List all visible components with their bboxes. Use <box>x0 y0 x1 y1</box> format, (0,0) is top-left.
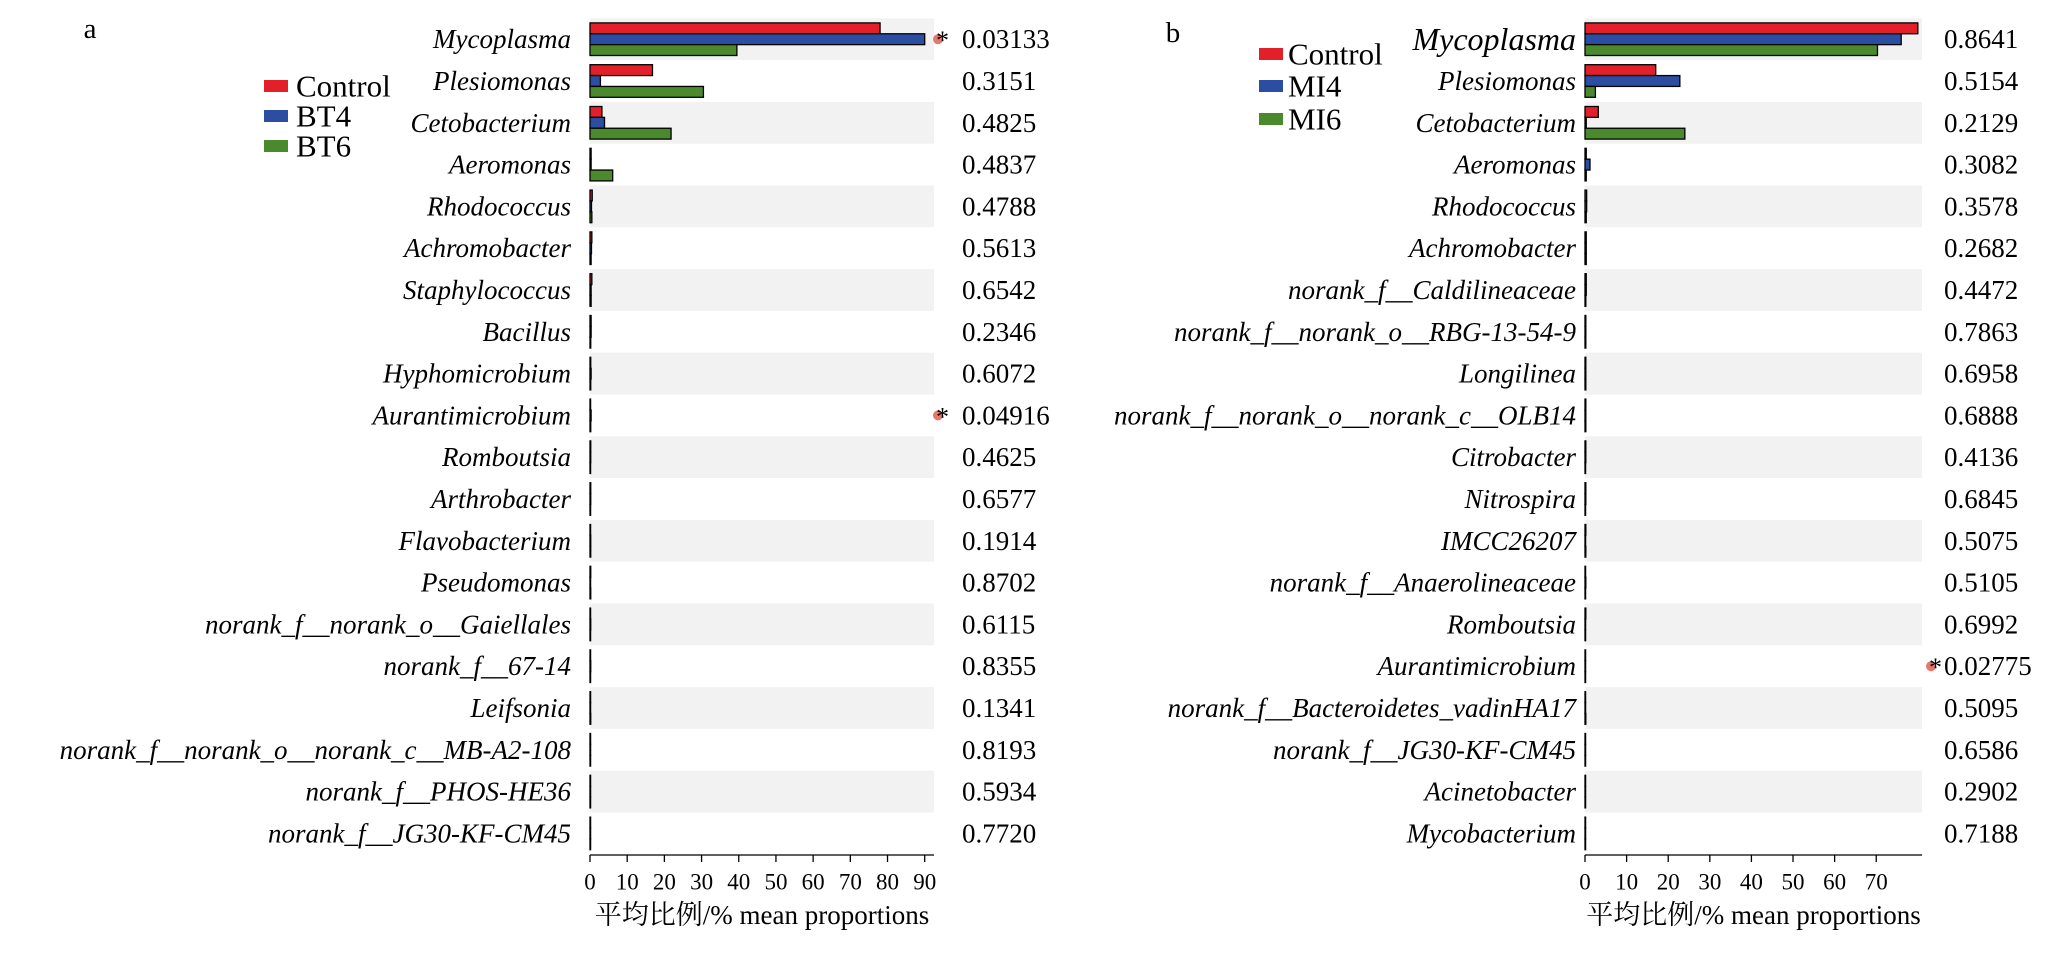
bar-mi6-imcc26207 <box>1585 546 1586 557</box>
bar-mi4-norank-f-jg30-kf-cm45 <box>1585 744 1586 755</box>
category-label-rhodococcus: Rhodococcus <box>427 191 571 222</box>
category-label-longilinea: Longilinea <box>1458 358 1576 389</box>
category-label-mycoplasma: Mycoplasma <box>1412 21 1576 58</box>
row-band <box>1585 604 1922 646</box>
p-value-longilinea: 0.6958 <box>1944 358 2019 389</box>
bar-mi6-achromobacter <box>1585 254 1586 265</box>
bar-control-pseudomonas <box>590 566 591 577</box>
x-tick-label: 20 <box>652 869 676 895</box>
category-label-norank-f-norank-o-norank-c-mb-a2-108: norank_f__norank_o__norank_c__MB-A2-108 <box>59 734 571 765</box>
p-value-arthrobacter: 0.6577 <box>962 484 1037 514</box>
x-tick-label: 10 <box>1615 869 1639 895</box>
bar-bt4-norank-f-norank-o-norank-c-mb-a2-108 <box>590 744 591 755</box>
row-band <box>590 269 934 311</box>
p-value-norank-f-jg30-kf-cm45: 0.6586 <box>1944 734 2019 765</box>
x-tick-label: 70 <box>838 869 862 895</box>
category-label-plesiomonas: Plesiomonas <box>433 66 571 96</box>
bar-control-romboutsia <box>590 441 591 452</box>
bar-mi4-norank-f-norank-o-norank-c-olb14 <box>1585 410 1586 421</box>
legend-label-mi4: MI4 <box>1288 68 1342 104</box>
bar-mi4-plesiomonas <box>1585 76 1680 87</box>
p-value-norank-f-norank-o-gaiellales: 0.6115 <box>962 609 1036 640</box>
row-band <box>590 520 934 562</box>
p-value-norank-f-bacteroidetes-vadinha17: 0.5095 <box>1944 693 2019 723</box>
category-label-achromobacter: Achromobacter <box>404 233 571 264</box>
significance-marker-aurantimicrobium: * <box>936 402 949 432</box>
row-band <box>590 186 934 228</box>
p-value-romboutsia: 0.6992 <box>1944 609 2019 640</box>
p-value-norank-f-norank-o-rbg-13-54-9: 0.7863 <box>1944 316 2019 347</box>
x-tick-label: 0 <box>1579 869 1591 895</box>
row-band <box>1585 269 1922 311</box>
category-label-staphylococcus: Staphylococcus <box>403 275 571 305</box>
category-label-achromobacter: Achromobacter <box>1409 233 1576 264</box>
bar-mi4-acinetobacter <box>1585 786 1586 797</box>
row-band <box>590 771 934 813</box>
p-value-aurantimicrobium: 0.02775 <box>1944 651 2032 682</box>
bar-control-norank-f-norank-o-norank-c-olb14 <box>1585 399 1586 410</box>
category-label-mycobacterium: Mycobacterium <box>1406 818 1576 849</box>
bar-mi4-norank-f-caldilineaceae <box>1585 285 1586 296</box>
category-label-norank-f-jg30-kf-cm45: norank_f__JG30-KF-CM45 <box>268 818 571 849</box>
category-label-norank-f-caldilineaceae: norank_f__Caldilineaceae <box>1288 275 1576 305</box>
bar-mi6-aeromonas <box>1585 170 1586 181</box>
legend-label-bt6: BT6 <box>296 128 352 164</box>
bar-mi4-longilinea <box>1585 368 1586 379</box>
bar-bt6-rhodococcus <box>590 212 592 223</box>
bar-mi4-norank-f-norank-o-rbg-13-54-9 <box>1585 326 1586 337</box>
p-value-norank-f-norank-o-norank-c-olb14: 0.6888 <box>1944 400 2019 431</box>
bar-bt6-norank-f-67-14 <box>590 672 591 683</box>
bar-control-flavobacterium <box>590 524 591 535</box>
bar-bt4-plesiomonas <box>590 76 600 87</box>
category-label-nitrospira: Nitrospira <box>1464 484 1576 514</box>
p-value-bacillus: 0.2346 <box>962 316 1037 347</box>
bar-mi4-rhodococcus <box>1585 201 1587 212</box>
bar-bt6-romboutsia <box>590 463 591 474</box>
p-value-acinetobacter: 0.2902 <box>1944 776 2019 807</box>
p-value-norank-f-norank-o-norank-c-mb-a2-108: 0.8193 <box>962 734 1037 765</box>
legend <box>1259 37 1383 137</box>
bar-mi6-norank-f-norank-o-rbg-13-54-9 <box>1585 337 1586 348</box>
bar-bt6-arthrobacter <box>590 504 591 515</box>
bar-bt4-achromobacter <box>590 243 591 254</box>
bar-mi6-aurantimicrobium <box>1585 672 1586 683</box>
bar-control-mycobacterium <box>1585 817 1586 828</box>
x-tick-label: 80 <box>876 869 900 895</box>
p-value-plesiomonas: 0.3151 <box>962 66 1037 96</box>
bar-control-rhodococcus <box>1585 190 1587 201</box>
category-label-aeromonas: Aeromonas <box>1454 149 1576 180</box>
legend-label-bt4: BT4 <box>296 98 352 134</box>
bar-control-aurantimicrobium <box>590 399 591 410</box>
row-band <box>590 604 934 646</box>
bar-bt4-romboutsia <box>590 452 591 463</box>
row-band <box>1585 353 1922 395</box>
bar-control-achromobacter <box>1585 232 1586 243</box>
bar-bt6-aurantimicrobium <box>590 421 591 432</box>
bar-mi4-cetobacterium <box>1585 117 1586 128</box>
bar-mi6-norank-f-caldilineaceae <box>1585 295 1586 306</box>
bar-control-aeromonas <box>590 148 591 159</box>
p-value-norank-f-jg30-kf-cm45: 0.7720 <box>962 818 1037 849</box>
bar-control-norank-f-norank-o-rbg-13-54-9 <box>1585 315 1586 326</box>
bar-bt6-leifsonia <box>590 713 591 724</box>
bar-bt6-staphylococcus <box>590 295 591 306</box>
bar-mi4-mycobacterium <box>1585 828 1586 839</box>
bar-bt4-staphylococcus <box>590 285 591 296</box>
category-label-cetobacterium: Cetobacterium <box>1415 107 1576 138</box>
category-label-aurantimicrobium: Aurantimicrobium <box>1377 651 1576 682</box>
bar-mi6-longilinea <box>1585 379 1586 390</box>
bar-control-acinetobacter <box>1585 775 1586 786</box>
x-tick-label: 0 <box>584 869 596 895</box>
category-label-norank-f-norank-o-rbg-13-54-9: norank_f__norank_o__RBG-13-54-9 <box>1174 316 1576 347</box>
bar-mi4-mycoplasma <box>1585 34 1901 45</box>
bar-bt6-norank-f-norank-o-gaiellales <box>590 630 591 641</box>
bar-mi6-romboutsia <box>1585 630 1586 641</box>
bar-mi4-aurantimicrobium <box>1585 661 1586 672</box>
bar-control-norank-f-caldilineaceae <box>1585 274 1586 285</box>
row-band <box>590 687 934 729</box>
legend-label-control: Control <box>1288 36 1383 72</box>
bar-bt4-norank-f-phos-he36 <box>590 786 591 797</box>
bar-mi6-norank-f-anaerolineaceae <box>1585 588 1586 599</box>
panel-b <box>1114 17 2032 930</box>
bar-control-aeromonas <box>1585 148 1586 159</box>
bar-control-norank-f-bacteroidetes-vadinha17 <box>1585 692 1586 703</box>
x-tick-label: 60 <box>1823 869 1847 895</box>
bar-bt6-norank-f-jg30-kf-cm45 <box>590 839 591 850</box>
category-label-cetobacterium: Cetobacterium <box>410 107 571 138</box>
bar-control-cetobacterium <box>590 106 602 117</box>
bar-mi6-plesiomonas <box>1585 86 1595 97</box>
panel-a <box>60 13 1050 930</box>
category-label-romboutsia: Romboutsia <box>1446 609 1576 640</box>
bar-control-norank-f-phos-he36 <box>590 775 591 786</box>
bar-bt4-hyphomicrobium <box>590 368 591 379</box>
bar-control-norank-f-jg30-kf-cm45 <box>590 817 591 828</box>
bar-mi6-nitrospira <box>1585 504 1586 515</box>
p-value-imcc26207: 0.5075 <box>1944 525 2019 556</box>
p-value-norank-f-phos-he36: 0.5934 <box>962 776 1037 807</box>
bar-control-bacillus <box>590 315 591 326</box>
category-label-norank-f-anaerolineaceae: norank_f__Anaerolineaceae <box>1269 567 1576 598</box>
bar-mi4-imcc26207 <box>1585 535 1586 546</box>
bar-bt6-cetobacterium <box>590 128 671 139</box>
x-tick-label: 40 <box>1739 869 1763 895</box>
bar-bt4-arthrobacter <box>590 494 591 505</box>
bar-control-mycoplasma <box>1585 23 1918 34</box>
bar-control-norank-f-67-14 <box>590 650 591 661</box>
category-label-rhodococcus: Rhodococcus <box>1432 191 1576 222</box>
p-value-flavobacterium: 0.1914 <box>962 525 1037 556</box>
legend-swatch-mi6 <box>1259 113 1283 125</box>
x-tick-label: 10 <box>615 869 639 895</box>
bar-bt6-mycoplasma <box>590 45 737 56</box>
row-band <box>590 353 934 395</box>
x-tick-label: 70 <box>1864 869 1888 895</box>
category-label-mycoplasma: Mycoplasma <box>433 24 571 55</box>
p-value-aeromonas: 0.4837 <box>962 149 1037 180</box>
row-band <box>1585 186 1922 228</box>
x-tick-label: 20 <box>1656 869 1680 895</box>
bar-mi6-norank-f-jg30-kf-cm45 <box>1585 755 1586 766</box>
category-label-arthrobacter: Arthrobacter <box>431 484 571 514</box>
significance-marker-aurantimicrobium: * <box>1929 653 1942 683</box>
bar-mi4-nitrospira <box>1585 494 1586 505</box>
bar-control-rhodococcus <box>590 190 592 201</box>
legend-swatch-control <box>264 80 288 92</box>
bar-mi6-norank-f-norank-o-norank-c-olb14 <box>1585 421 1586 432</box>
legend-label-control: Control <box>296 68 391 104</box>
p-value-norank-f-anaerolineaceae: 0.5105 <box>1944 567 2019 598</box>
bar-control-hyphomicrobium <box>590 357 591 368</box>
bar-bt4-norank-f-67-14 <box>590 661 591 672</box>
bar-mi6-citrobacter <box>1585 463 1586 474</box>
p-value-staphylococcus: 0.6542 <box>962 275 1037 305</box>
category-label-imcc26207: IMCC26207 <box>1441 525 1576 556</box>
category-label-hyphomicrobium: Hyphomicrobium <box>383 358 571 389</box>
p-value-rhodococcus: 0.4788 <box>962 191 1037 222</box>
bar-bt4-aurantimicrobium <box>590 410 591 421</box>
bar-bt6-achromobacter <box>590 254 591 265</box>
p-value-achromobacter: 0.2682 <box>1944 233 2019 264</box>
category-label-citrobacter: Citrobacter <box>1451 442 1576 473</box>
category-label-norank-f-bacteroidetes-vadinha17: norank_f__Bacteroidetes_vadinHA17 <box>1167 693 1576 723</box>
x-axis-title: 平均比例/% mean proportions <box>1586 900 1921 930</box>
bar-mi4-norank-f-anaerolineaceae <box>1585 577 1586 588</box>
row-band <box>590 436 934 478</box>
p-value-plesiomonas: 0.5154 <box>1944 66 2019 96</box>
significance-marker-mycoplasma: * <box>936 26 949 56</box>
x-tick-label: 50 <box>764 869 788 895</box>
category-label-flavobacterium: Flavobacterium <box>398 525 571 556</box>
bar-bt4-norank-f-jg30-kf-cm45 <box>590 828 591 839</box>
bar-bt6-hyphomicrobium <box>590 379 591 390</box>
legend-swatch-control <box>1259 48 1283 60</box>
bar-control-norank-f-jg30-kf-cm45 <box>1585 733 1586 744</box>
row-band <box>1585 436 1922 478</box>
category-label-bacillus: Bacillus <box>482 316 571 347</box>
p-value-norank-f-67-14: 0.8355 <box>962 651 1037 682</box>
bar-bt6-plesiomonas <box>590 86 703 97</box>
x-tick-label: 30 <box>1698 869 1722 895</box>
x-tick-label: 60 <box>801 869 825 895</box>
bar-control-staphylococcus <box>590 274 592 285</box>
bar-control-mycoplasma <box>590 23 880 34</box>
legend <box>264 69 391 164</box>
bar-bt4-cetobacterium <box>590 117 605 128</box>
bar-mi6-mycoplasma <box>1585 45 1877 56</box>
x-tick-label: 90 <box>913 869 937 895</box>
bar-control-norank-f-norank-o-gaiellales <box>590 608 591 619</box>
bar-bt6-norank-f-phos-he36 <box>590 797 591 808</box>
p-value-romboutsia: 0.4625 <box>962 442 1037 473</box>
category-label-acinetobacter: Acinetobacter <box>1424 776 1576 807</box>
row-band <box>1585 687 1922 729</box>
category-label-romboutsia: Romboutsia <box>441 442 571 473</box>
bar-mi4-achromobacter <box>1585 243 1586 254</box>
bar-control-leifsonia <box>590 692 591 703</box>
legend-swatch-mi4 <box>1259 80 1283 92</box>
bar-control-imcc26207 <box>1585 524 1586 535</box>
p-value-citrobacter: 0.4136 <box>1944 442 2019 473</box>
bar-mi6-norank-f-bacteroidetes-vadinha17 <box>1585 713 1586 724</box>
bar-control-longilinea <box>1585 357 1586 368</box>
bar-control-achromobacter <box>590 232 592 243</box>
p-value-nitrospira: 0.6845 <box>1944 484 2019 514</box>
p-value-aurantimicrobium: 0.04916 <box>962 400 1050 431</box>
category-label-norank-f-67-14: norank_f__67-14 <box>383 651 571 682</box>
bar-control-plesiomonas <box>1585 65 1656 76</box>
bar-control-aurantimicrobium <box>1585 650 1586 661</box>
x-tick-label: 50 <box>1781 869 1805 895</box>
bar-bt6-flavobacterium <box>590 546 591 557</box>
bar-bt6-pseudomonas <box>590 588 591 599</box>
legend-label-mi6: MI6 <box>1288 101 1342 137</box>
bar-bt4-leifsonia <box>590 703 591 714</box>
bar-mi4-aeromonas <box>1585 159 1590 170</box>
category-label-aurantimicrobium: Aurantimicrobium <box>372 400 571 431</box>
category-label-plesiomonas: Plesiomonas <box>1438 66 1576 96</box>
category-label-norank-f-jg30-kf-cm45: norank_f__JG30-KF-CM45 <box>1273 734 1576 765</box>
panel-label: b <box>1165 17 1181 49</box>
row-band <box>1585 520 1922 562</box>
bar-bt4-aeromonas <box>590 159 591 170</box>
bar-bt6-norank-f-norank-o-norank-c-mb-a2-108 <box>590 755 591 766</box>
bar-mi6-cetobacterium <box>1585 128 1685 139</box>
x-tick-label: 40 <box>727 869 751 895</box>
p-value-norank-f-caldilineaceae: 0.4472 <box>1944 275 2019 305</box>
bar-control-norank-f-anaerolineaceae <box>1585 566 1586 577</box>
bar-mi4-romboutsia <box>1585 619 1586 630</box>
p-value-cetobacterium: 0.2129 <box>1944 107 2019 138</box>
p-value-achromobacter: 0.5613 <box>962 233 1037 264</box>
p-value-hyphomicrobium: 0.6072 <box>962 358 1037 389</box>
p-value-mycoplasma: 0.8641 <box>1944 24 2019 55</box>
category-label-pseudomonas: Pseudomonas <box>421 567 571 598</box>
bar-mi4-norank-f-bacteroidetes-vadinha17 <box>1585 703 1586 714</box>
x-axis-title: 平均比例/% mean proportions <box>594 900 930 930</box>
p-value-mycobacterium: 0.7188 <box>1944 818 2019 849</box>
bar-bt4-flavobacterium <box>590 535 591 546</box>
x-tick-label: 30 <box>690 869 714 895</box>
bar-mi6-rhodococcus <box>1585 212 1586 223</box>
bar-control-arthrobacter <box>590 483 591 494</box>
bar-control-norank-f-norank-o-norank-c-mb-a2-108 <box>590 733 591 744</box>
p-value-cetobacterium: 0.4825 <box>962 107 1037 138</box>
p-value-pseudomonas: 0.8702 <box>962 567 1037 598</box>
bar-bt4-norank-f-norank-o-gaiellales <box>590 619 591 630</box>
p-value-leifsonia: 0.1341 <box>962 693 1037 723</box>
category-label-norank-f-phos-he36: norank_f__PHOS-HE36 <box>305 776 571 807</box>
row-band <box>1585 771 1922 813</box>
p-value-rhodococcus: 0.3578 <box>1944 191 2019 222</box>
category-label-norank-f-norank-o-gaiellales: norank_f__norank_o__Gaiellales <box>205 609 571 640</box>
bar-control-romboutsia <box>1585 608 1586 619</box>
bar-mi4-citrobacter <box>1585 452 1586 463</box>
category-label-aeromonas: Aeromonas <box>449 149 571 180</box>
category-label-norank-f-norank-o-norank-c-olb14: norank_f__norank_o__norank_c__OLB14 <box>1114 400 1576 431</box>
bar-bt4-bacillus <box>590 326 591 337</box>
legend-swatch-bt4 <box>264 110 288 122</box>
legend-swatch-bt6 <box>264 140 288 152</box>
bar-control-cetobacterium <box>1585 106 1598 117</box>
bar-bt6-aeromonas <box>590 170 613 181</box>
bar-bt6-bacillus <box>590 337 591 348</box>
p-value-mycoplasma: 0.03133 <box>962 24 1050 55</box>
bar-mi6-mycobacterium <box>1585 839 1586 850</box>
panel-label: a <box>83 13 97 45</box>
bar-control-citrobacter <box>1585 441 1586 452</box>
bar-mi6-acinetobacter <box>1585 797 1586 808</box>
bar-bt4-rhodococcus <box>590 201 591 212</box>
category-label-leifsonia: Leifsonia <box>470 693 571 723</box>
p-value-aeromonas: 0.3082 <box>1944 149 2019 180</box>
bar-bt4-pseudomonas <box>590 577 591 588</box>
bar-control-plesiomonas <box>590 65 652 76</box>
bar-bt4-mycoplasma <box>590 34 925 45</box>
bar-control-nitrospira <box>1585 483 1586 494</box>
